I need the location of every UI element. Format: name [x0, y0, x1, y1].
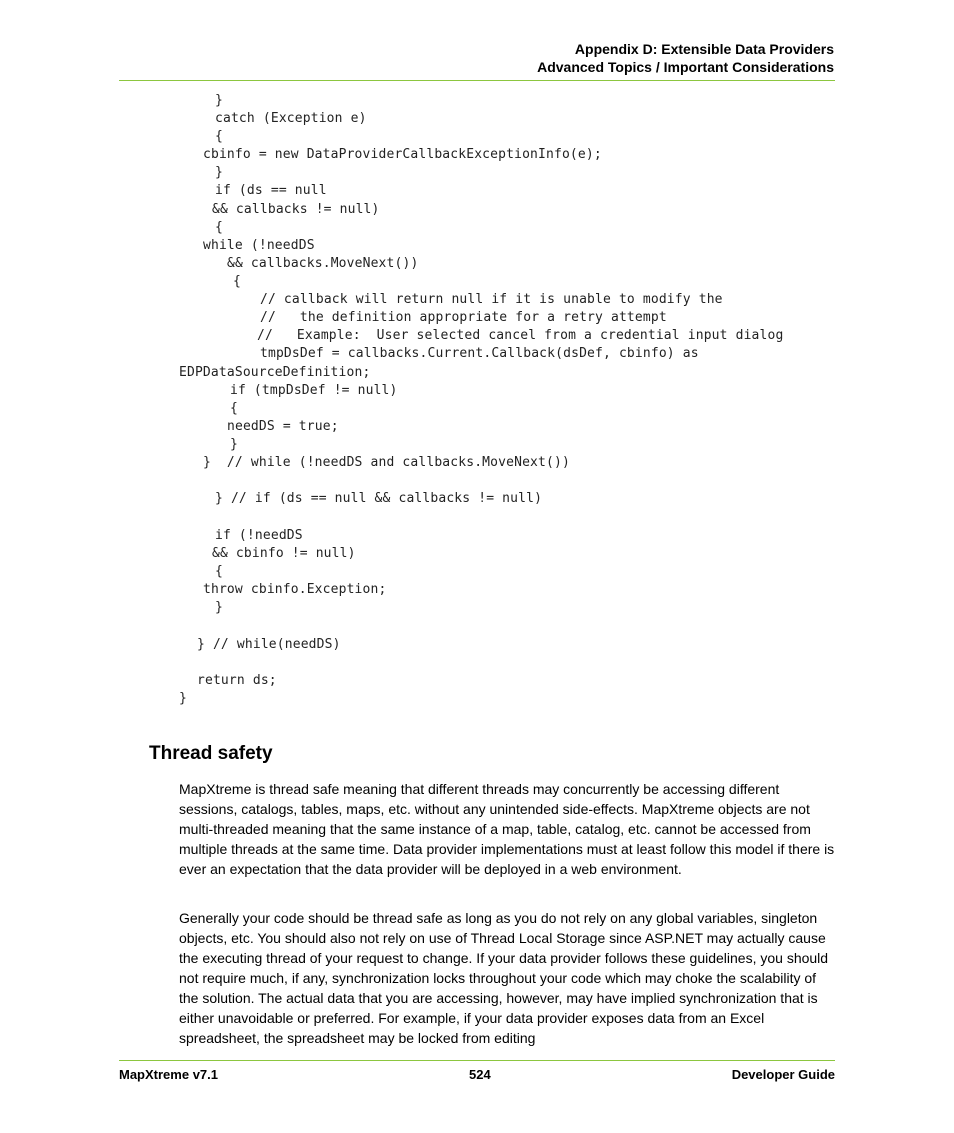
code-line: catch (Exception e): [215, 111, 367, 126]
code-line: } // if (ds == null && callbacks != null): [215, 491, 543, 506]
code-line: && cbinfo != null): [212, 546, 356, 561]
code-line: if (ds == null: [215, 183, 327, 198]
body-paragraph: MapXtreme is thread safe meaning that different threads may concurrently be accessing different sessions, catalogs, tables, maps, etc. without any unintended side-effects. MapXtreme objects are not multi-threaded meaning that the same instance of a map, table, catalog, etc. cannot be accessed from multiple threads at the same time. Data provider implementations must at least follow this model if there is ever an expectation that the data provider will be deployed in a web environment.: [179, 781, 835, 877]
code-line: }: [230, 437, 238, 452]
code-line: tmpDsDef = callbacks.Current.Callback(dsDef, cbinfo) as: [260, 346, 699, 361]
code-line: }: [179, 691, 187, 706]
code-line: }: [215, 93, 223, 108]
code-line: needDS = true;: [227, 419, 339, 434]
code-line: {: [215, 129, 223, 144]
header-rule: [119, 80, 835, 81]
code-line: while (!needDS: [203, 238, 315, 253]
code-line: } // while (!needDS and callbacks.MoveNext()): [203, 455, 570, 470]
code-comment-line: // callback will return null if it is unable to modify the: [260, 292, 723, 307]
code-line: {: [215, 564, 223, 579]
code-line: }: [215, 600, 223, 615]
code-line: cbinfo = new DataProviderCallbackExceptionInfo(e);: [203, 147, 602, 162]
code-line: return ds;: [197, 673, 277, 688]
footer-page-number: 524: [469, 1067, 491, 1082]
footer-guide: Developer Guide: [731, 1067, 835, 1082]
code-comment-line: // Example: User selected cancel from a credential input dialog: [257, 328, 784, 343]
header-section: Advanced Topics / Important Considerations: [537, 59, 834, 75]
code-line: throw cbinfo.Exception;: [203, 582, 387, 597]
footer-product: MapXtreme v7.1: [119, 1067, 218, 1082]
footer-rule: [119, 1060, 835, 1061]
body-paragraph: Generally your code should be thread safe as long as you do not rely on any global variables, singleton objects, etc. You should also not rely on use of Thread Local Storage since ASP.NET may actually cause the executing thread of your request to change. If your data provider follows these guidelines, you should not require much, if any, synchronization locks throughout your code which may choke the scalability of the solution. The actual data that you are accessing, however, may have implied synchronization that is either unavoidable or preferred. For example, if your data provider exposes data from an Excel spreadsheet, the spreadsheet may be locked from editing: [179, 910, 829, 1046]
code-line: && callbacks != null): [212, 202, 380, 217]
code-line: } // while(needDS): [197, 637, 341, 652]
code-line: EDPDataSourceDefinition;: [179, 365, 371, 380]
code-line: {: [215, 220, 223, 235]
code-line: if (!needDS: [215, 528, 303, 543]
code-line: {: [230, 401, 238, 416]
code-comment-line: // the definition appropriate for a retry attempt: [260, 310, 667, 325]
code-line: && callbacks.MoveNext()): [227, 256, 419, 271]
code-line: }: [215, 165, 223, 180]
code-line: {: [233, 274, 241, 289]
section-heading: Thread safety: [149, 743, 273, 764]
header-chapter: Appendix D: Extensible Data Providers: [574, 41, 834, 57]
code-line: if (tmpDsDef != null): [230, 383, 398, 398]
running-header: [537, 40, 834, 76]
